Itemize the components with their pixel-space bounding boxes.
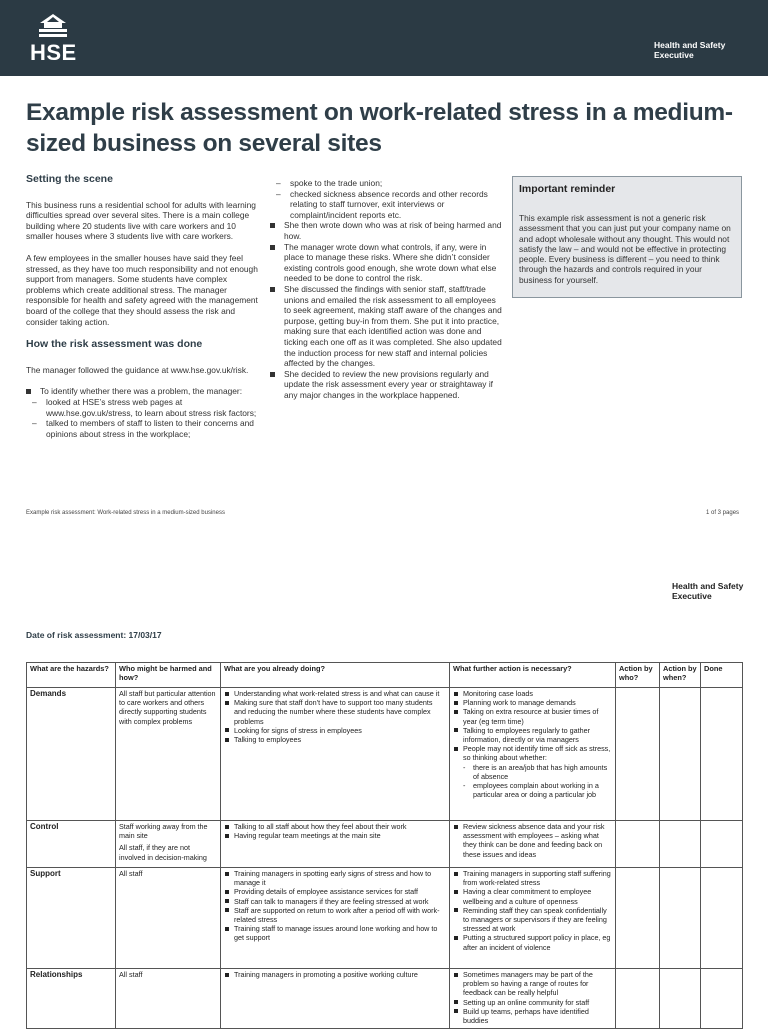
bullet-list: [224, 822, 446, 840]
risk-assessment-table: [26, 662, 743, 1029]
already-doing-cell: [221, 821, 450, 868]
bullet-item: She decided to review the new provisions regularly and update the risk assessment every year or straightaway if any major changes in the workplace happened.: [270, 369, 505, 401]
action-by-when-cell: [660, 868, 701, 969]
who-harmed-text: All staff but particular attention to care workers and others directly supporting students with complex problems: [119, 689, 216, 726]
list-item: Having a clear commitment to employee wellbeing and a culture of openness: [453, 887, 612, 905]
who-harmed-cell: [116, 969, 221, 1029]
bullet-item: She then wrote down who was at risk of being harmed and how.: [270, 220, 505, 241]
list-item: Reminding staff they can speak confidentially to managers or supervisors if they are feeling stressed at work: [453, 906, 612, 934]
paragraph: This business runs a residential school for adults with learning difficulties spread over several sites. There is a main college building where 20 students live with care workers and 10 smaller houses where 3 students live with care workers.: [26, 199, 256, 242]
already-doing-cell: [221, 969, 450, 1029]
bullet-list: [453, 689, 612, 799]
list-item: Training managers in supporting staff suffering from work-related stress: [453, 869, 612, 887]
list-item: Staff are supported on return to work after a period off with work-related stress: [224, 906, 446, 924]
column-header: Action by who?: [616, 663, 660, 688]
bullet-list: [224, 689, 446, 744]
assessment-date: Date of risk assessment: 17/03/17: [26, 630, 162, 640]
reminder-title: Important reminder: [519, 183, 616, 195]
list-item: Setting up an online community for staff: [453, 998, 612, 1007]
dash-item: – spoke to the trade union;: [270, 178, 505, 189]
list-item: Talking to employees regularly to gather information, directly or via managers: [453, 726, 612, 744]
hazard-cell: Relationships: [27, 969, 116, 1029]
action-by-who-cell: [616, 969, 660, 1029]
who-harmed-cell: [116, 688, 221, 821]
action-by-when-cell: [660, 969, 701, 1029]
sub-list-item: - there is an area/job that has high amounts of absence: [453, 763, 612, 781]
bullet-list: [224, 970, 446, 979]
done-cell: [701, 969, 743, 1029]
section-heading-how-done: How the risk assessment was done: [26, 338, 203, 351]
bullet-item: The manager wrote down what controls, if any, were in place to manage these risks. Where she didn’t consider existing controls good enough, she wrote down what else needed to be done to control the risk.: [270, 242, 505, 284]
hazard-cell: Demands: [27, 688, 116, 821]
dash-item: – talked to members of staff to listen to their concerns and opinions about stress in the workplace;: [26, 418, 258, 439]
bullet-item: She discussed the findings with senior staff, staff/trade unions and emailed the risk assessment to all employees to seek agreement, making staff aware of the changes and purpose, getting buy-in from them. She put it into practice, making sure that each identified action was done and ticking each one off as it was completed. She also updated the induction process for new staff and internal policies affected by the changes.: [270, 284, 505, 369]
list-item: Making sure that staff don’t have to support too many students and reducing the number where these students have complex problems: [224, 698, 446, 726]
header-bar: [0, 0, 768, 76]
who-harmed-text: All staff, if they are not involved in decision-making: [119, 843, 207, 862]
hazard-cell: Control: [27, 821, 116, 868]
who-harmed-text: All staff: [119, 970, 143, 979]
hazard-cell: Support: [27, 868, 116, 969]
middle-column: [270, 178, 505, 400]
table-row: [27, 868, 743, 969]
list-item: Understanding what work-related stress is and what can cause it: [224, 689, 446, 698]
list-item: Looking for signs of stress in employees: [224, 726, 446, 735]
who-harmed-text: Staff working away from the main site: [119, 822, 208, 841]
action-by-who-cell: [616, 868, 660, 969]
list-item: Build up teams, perhaps have identified buddies: [453, 1007, 612, 1025]
paragraph: A few employees in the smaller houses have said they feel stressed, as they have too much responsibility and not enough support from managers. Some students have complex problems which create additional stress. The manager responsible for health and safety agreed with the management board of the college that they should assess the risk and consider taking action.: [26, 252, 258, 327]
who-harmed-cell: [116, 868, 221, 969]
further-action-cell: [450, 969, 616, 1029]
document-title: Example risk assessment on work-related stress in a medium-sized business on several sites: [26, 99, 733, 157]
who-harmed-text: All staff: [119, 869, 143, 878]
list-item: Having regular team meetings at the main site: [224, 831, 446, 840]
who-harmed-cell: [116, 821, 221, 868]
column-header: What further action is necessary?: [450, 663, 616, 688]
column-header: Who might be harmed and how?: [116, 663, 221, 688]
list-item: Sometimes managers may be part of the problem so having a range of routes for feedback can be really helpful: [453, 970, 612, 998]
left-column: [26, 174, 258, 439]
sub-list-item: - employees complain about working in a particular area or doing a particular job: [453, 781, 612, 799]
table-row: [27, 969, 743, 1029]
action-by-who-cell: [616, 821, 660, 868]
done-cell: [701, 688, 743, 821]
bullet-list: [453, 970, 612, 1025]
list-item: Training managers in promoting a positive working culture: [224, 970, 446, 979]
column-header: Done: [701, 663, 743, 688]
list-item: Taking on extra resource at busier times of year (eg term time): [453, 707, 612, 725]
column-header: What are you already doing?: [221, 663, 450, 688]
reminder-body: This example risk assessment is not a generic risk assessment that you can just put your company name on and adopt wholesale without any thought. This would not satisfy the law – and would not be effective in protecting people. Every business is different – you need to think through the hazards and controls required in your business for yourself.: [519, 213, 731, 285]
list-item: Monitoring case loads: [453, 689, 612, 698]
bullet-item: To identify whether there was a problem, the manager:: [26, 386, 258, 397]
already-doing-cell: [221, 868, 450, 969]
table-row: [27, 688, 743, 821]
list-item: Planning work to manage demands: [453, 698, 612, 707]
important-reminder-box: [512, 176, 742, 298]
action-by-who-cell: [616, 688, 660, 821]
list-item: Talking to employees: [224, 735, 446, 744]
list-item: Training managers in spotting early signs of stress and how to manage it: [224, 869, 446, 887]
action-by-when-cell: [660, 688, 701, 821]
further-action-cell: [450, 868, 616, 969]
dash-item: – looked at HSE’s stress web pages at www.hse.gov.uk/stress, to learn about stress risk factors;: [26, 397, 258, 418]
logo-text: HSE: [30, 40, 77, 65]
table-header-row: [27, 663, 743, 688]
list-item: Talking to all staff about how they feel about their work: [224, 822, 446, 831]
list-item: Putting a structured support policy in place, eg after an incident of violence: [453, 933, 612, 951]
done-cell: [701, 821, 743, 868]
bullet-list: [224, 869, 446, 943]
bullet-list: [453, 869, 612, 952]
footer-page-count: 1 of 3 pages: [706, 510, 740, 516]
column-header: Action by when?: [660, 663, 701, 688]
hse-emblem-icon: [36, 14, 70, 40]
action-by-when-cell: [660, 821, 701, 868]
org-name: Health and Safety Executive: [654, 40, 726, 60]
list-item: Providing details of employee assistance services for staff: [224, 887, 446, 896]
org-name-page2: Health and Safety Executive: [672, 581, 744, 601]
hse-logo: [30, 14, 80, 64]
dash-item: – checked sickness absence records and other records relating to staff turnover, exit interviews or complaint/incident reports etc.: [270, 189, 505, 221]
footer-document-name: Example risk assessment: Work-related stress in a medium-sized business: [26, 510, 225, 516]
done-cell: [701, 868, 743, 969]
further-action-cell: [450, 821, 616, 868]
already-doing-cell: [221, 688, 450, 821]
list-item: Review sickness absence data and your risk assessment with employees – asking what they think can be done and feeding back on these issues and ideas: [453, 822, 612, 859]
paragraph: The manager followed the guidance at www.hse.gov.uk/risk.: [26, 364, 249, 375]
list-item: Training staff to manage issues around lone working and how to get support: [224, 924, 446, 942]
section-heading-setting-scene: Setting the scene: [26, 173, 113, 185]
column-header: What are the hazards?: [27, 663, 116, 688]
table-row: [27, 821, 743, 868]
bullet-list: [453, 822, 612, 859]
list-item: People may not identify time off sick as stress, so thinking about whether:: [453, 744, 612, 762]
further-action-cell: [450, 688, 616, 821]
list-item: Staff can talk to managers if they are feeling stressed at work: [224, 897, 446, 906]
